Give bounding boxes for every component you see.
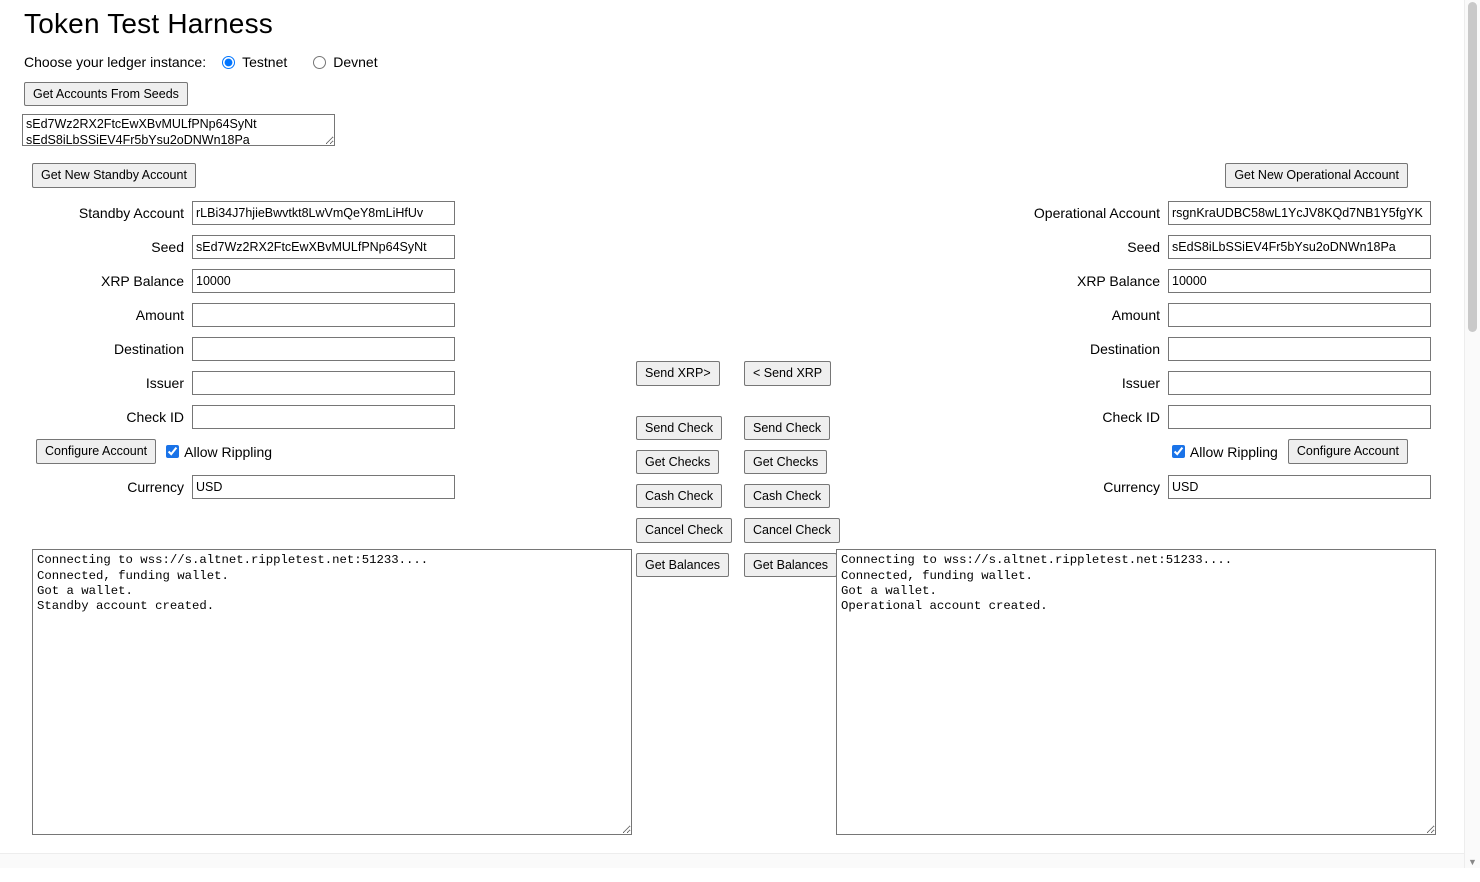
operational-configure-account-button[interactable]: Configure Account (1288, 439, 1408, 463)
standby-currency-row (24, 476, 644, 498)
operational-account-input[interactable] (1168, 201, 1431, 225)
send-check-pair (636, 416, 836, 440)
standby-xrp-balance-input[interactable] (192, 269, 455, 293)
get-new-standby-account-button[interactable]: Get New Standby Account (32, 163, 196, 187)
standby-currency-input[interactable] (192, 475, 455, 499)
standby-destination-label: Destination (113, 340, 184, 357)
ledger-instance-row (24, 54, 1464, 70)
standby-destination-input[interactable] (192, 337, 455, 361)
center-button-column (636, 163, 836, 587)
operational-seed-input[interactable] (1168, 235, 1431, 259)
get-accounts-from-seeds-button[interactable]: Get Accounts From Seeds (24, 82, 188, 106)
operational-account-row (818, 202, 1438, 224)
standby-issuer-label: Issuer (145, 374, 184, 391)
operational-xrp-balance-input[interactable] (1168, 269, 1431, 293)
standby-amount-label: Amount (135, 306, 184, 323)
standby-allow-rippling-label[interactable]: Allow Rippling (184, 443, 273, 460)
standby-account-input[interactable] (192, 201, 455, 225)
get-balances-operational-button[interactable]: Get Balances (744, 553, 837, 577)
standby-amount-input[interactable] (192, 303, 455, 327)
radio-testnet-label[interactable]: Testnet (242, 54, 288, 70)
standby-currency-label: Currency (127, 478, 184, 495)
operational-currency-row (818, 476, 1438, 498)
seeds-textarea[interactable] (22, 114, 335, 146)
operational-allow-rippling-wrap[interactable] (1172, 444, 1278, 460)
operational-account-label: Operational Account (1033, 204, 1160, 221)
operational-currency-label: Currency (1103, 478, 1160, 495)
operational-amount-input[interactable] (1168, 303, 1431, 327)
standby-account-row (24, 202, 644, 224)
standby-allow-rippling-wrap[interactable] (166, 444, 272, 460)
get-checks-operational-button[interactable]: Get Checks (744, 450, 827, 474)
operational-seed-label: Seed (1127, 238, 1160, 255)
operational-issuer-label: Issuer (1121, 374, 1160, 391)
cash-check-operational-button[interactable]: Cash Check (744, 484, 830, 508)
accounts-columns (0, 163, 1464, 572)
radio-devnet[interactable] (313, 56, 326, 69)
cancel-check-operational-button[interactable]: Cancel Check (744, 518, 840, 542)
standby-destination-row (24, 338, 644, 360)
operational-destination-row (818, 338, 1438, 360)
operational-check-id-input[interactable] (1168, 405, 1431, 429)
standby-configure-account-button[interactable]: Configure Account (36, 439, 156, 463)
standby-check-id-label: Check ID (126, 408, 184, 425)
standby-check-id-input[interactable] (192, 405, 455, 429)
radio-testnet[interactable] (222, 56, 235, 69)
send-check-operational-button[interactable]: Send Check (744, 416, 830, 440)
radio-devnet-label[interactable]: Devnet (333, 54, 378, 70)
seeds-section (22, 82, 1464, 149)
send-xrp-standby-button[interactable]: Send XRP> (636, 361, 720, 385)
operational-amount-label: Amount (1111, 306, 1160, 323)
cash-check-pair (636, 484, 836, 508)
standby-account-label: Standby Account (78, 204, 184, 221)
operational-issuer-row (818, 372, 1438, 394)
operational-issuer-input[interactable] (1168, 371, 1431, 395)
operational-column (818, 163, 1438, 509)
operational-check-id-row (818, 406, 1438, 428)
send-xrp-pair (636, 361, 836, 385)
cash-check-standby-button[interactable]: Cash Check (636, 484, 722, 508)
get-checks-standby-button[interactable]: Get Checks (636, 450, 719, 474)
vertical-scrollbar[interactable] (1464, 0, 1480, 868)
standby-config-row (24, 440, 644, 464)
horizontal-scrollbar[interactable] (0, 853, 1464, 868)
standby-seed-label: Seed (151, 238, 184, 255)
operational-log-textarea[interactable] (836, 549, 1436, 835)
get-balances-standby-button[interactable]: Get Balances (636, 553, 729, 577)
get-checks-pair (636, 450, 836, 474)
standby-seed-row (24, 236, 644, 258)
send-check-standby-button[interactable]: Send Check (636, 416, 722, 440)
operational-seed-row (818, 236, 1438, 258)
scrollbar-thumb[interactable] (1468, 2, 1477, 332)
cancel-check-standby-button[interactable]: Cancel Check (636, 518, 732, 542)
operational-destination-input[interactable] (1168, 337, 1431, 361)
operational-destination-label: Destination (1089, 340, 1160, 357)
standby-issuer-row (24, 372, 644, 394)
standby-allow-rippling-checkbox[interactable] (166, 445, 179, 458)
page-title: Token Test Harness (24, 8, 273, 39)
standby-topbutton-wrap (24, 163, 644, 187)
standby-xrp-balance-row (24, 270, 644, 292)
send-xrp-operational-button[interactable]: < Send XRP (744, 361, 831, 385)
operational-currency-input[interactable] (1168, 475, 1431, 499)
standby-issuer-input[interactable] (192, 371, 455, 395)
operational-xrp-balance-row (818, 270, 1438, 292)
radio-devnet-wrap[interactable] (313, 54, 377, 70)
operational-config-row (818, 440, 1438, 464)
standby-check-id-row (24, 406, 644, 428)
operational-topbutton-wrap (818, 163, 1438, 187)
standby-log-textarea[interactable] (32, 549, 632, 835)
operational-allow-rippling-label[interactable]: Allow Rippling (1189, 443, 1278, 460)
standby-xrp-balance-label: XRP Balance (100, 272, 184, 289)
cancel-check-pair (636, 518, 836, 542)
get-new-operational-account-button[interactable]: Get New Operational Account (1225, 163, 1408, 187)
operational-xrp-balance-label: XRP Balance (1076, 272, 1160, 289)
standby-amount-row (24, 304, 644, 326)
operational-allow-rippling-checkbox[interactable] (1172, 445, 1185, 458)
standby-seed-input[interactable] (192, 235, 455, 259)
logs-section (0, 549, 1464, 839)
radio-testnet-wrap[interactable] (222, 54, 287, 70)
operational-amount-row (818, 304, 1438, 326)
operational-check-id-label: Check ID (1102, 408, 1160, 425)
scroll-down-arrow-icon[interactable]: ▼ (1468, 857, 1477, 867)
standby-column (24, 163, 644, 509)
ledger-instance-label: Choose your ledger instance: (24, 54, 207, 70)
